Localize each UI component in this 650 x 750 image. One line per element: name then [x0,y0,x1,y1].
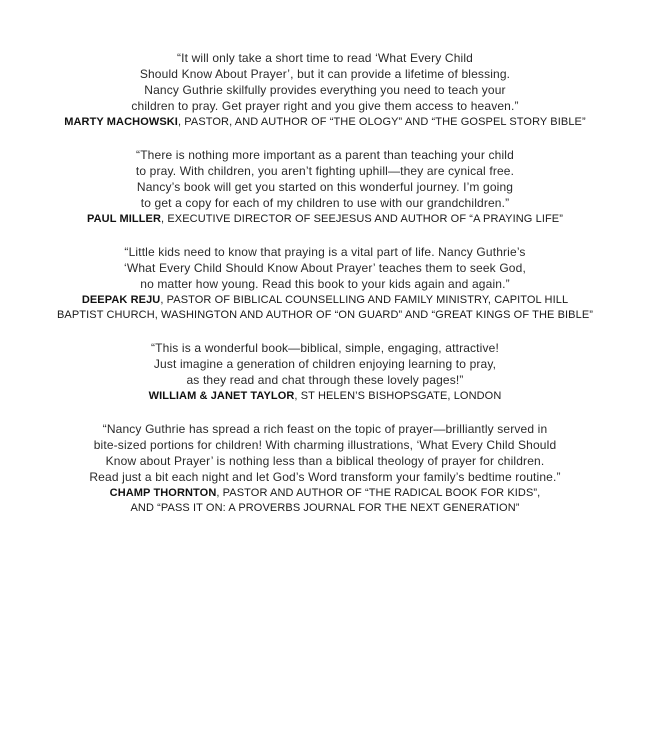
attribution-line [0,308,650,323]
quote-line: Should Know About Prayer’, but it can provide a lifetime of blessing. [139,67,511,81]
endorsement-marty-machowski [0,50,650,130]
quote-line: “There is nothing more important as a parent than teaching your child [136,148,514,162]
quote-line: ‘What Every Child Should Know About Prayer’ teaches them to seek God, [124,261,526,275]
quote-line: to pray. With children, you aren’t fighting uphill—they are cynical free. [135,164,515,178]
endorsement-champ-thornton [0,421,650,516]
attribution-line [0,486,650,501]
quote-line: to get a copy for each of my children to use with our grandchildren.” [140,196,510,210]
quote-line: “Nancy Guthrie has spread a rich feast on the topic of prayer—brilliantly served in [102,422,548,436]
endorser-name: DEEPAK REJU [81,294,161,306]
attribution-line [0,501,650,516]
endorser-name: MARTY MACHOWSKI [64,116,178,128]
quote-line: bite-sized portions for children! With charming illustrations, ‘What Every Child Should [93,438,557,452]
endorser-role: , PASTOR, AND AUTHOR OF “THE OLOGY” AND “THE GOSPEL STORY BIBLE” [177,116,586,128]
endorsement-paul-miller [0,147,650,227]
quote-line: Nancy’s book will get you started on this wonderful journey. I’m going [136,180,514,194]
quote-line: “Little kids need to know that praying is a vital part of life. Nancy Guthrie’s [124,245,526,259]
endorser-role: , PASTOR OF BIBLICAL COUNSELLING AND FAMILY MINISTRY, CAPITOL HILL [160,294,569,306]
attribution-line [0,212,650,227]
endorser-role: , ST HELEN’S BISHOPSGATE, LONDON [294,390,502,402]
quote-line: children to pray. Get prayer right and you give them access to heaven.” [131,99,519,113]
attribution-line [0,115,650,130]
attribution-line [0,389,650,404]
endorser-role: , PASTOR AND AUTHOR OF “THE RADICAL BOOK FOR KIDS”, [216,487,541,499]
quote-line: “It will only take a short time to read ‘What Every Child [177,51,473,65]
quote-line: Nancy Guthrie skilfully provides everything you need to teach your [144,83,506,97]
endorsement-william-janet-taylor [0,340,650,404]
endorser-name: CHAMP THORNTON [109,487,217,499]
quote-line: as they read and chat through these lovely pages!” [186,373,464,387]
endorser-role: AND “PASS IT ON: A PROVERBS JOURNAL FOR THE NEXT GENERATION” [130,502,520,514]
attribution-line [0,293,650,308]
endorser-name: PAUL MILLER [87,213,162,225]
endorsements-page [0,50,650,533]
endorser-role: , EXECUTIVE DIRECTOR OF SEEJESUS AND AUTHOR OF “A PRAYING LIFE” [161,213,563,225]
quote-line: Read just a bit each night and let God’s Word transform your family’s bedtime routine.” [89,470,561,484]
quote-line: no matter how young. Read this book to your kids again and again.” [140,277,510,291]
endorser-role: BAPTIST CHURCH, WASHINGTON AND AUTHOR OF “ON GUARD” AND “GREAT KINGS OF THE BIBLE” [56,309,594,321]
quote-line: Just imagine a generation of children enjoying learning to pray, [153,357,497,371]
endorser-name: WILLIAM & JANET TAYLOR [148,390,295,402]
quote-line: “This is a wonderful book—biblical, simple, engaging, attractive! [151,341,499,355]
endorsement-deepak-reju [0,244,650,323]
quote-line: Know about Prayer’ is nothing less than a biblical theology of prayer for children. [105,454,545,468]
